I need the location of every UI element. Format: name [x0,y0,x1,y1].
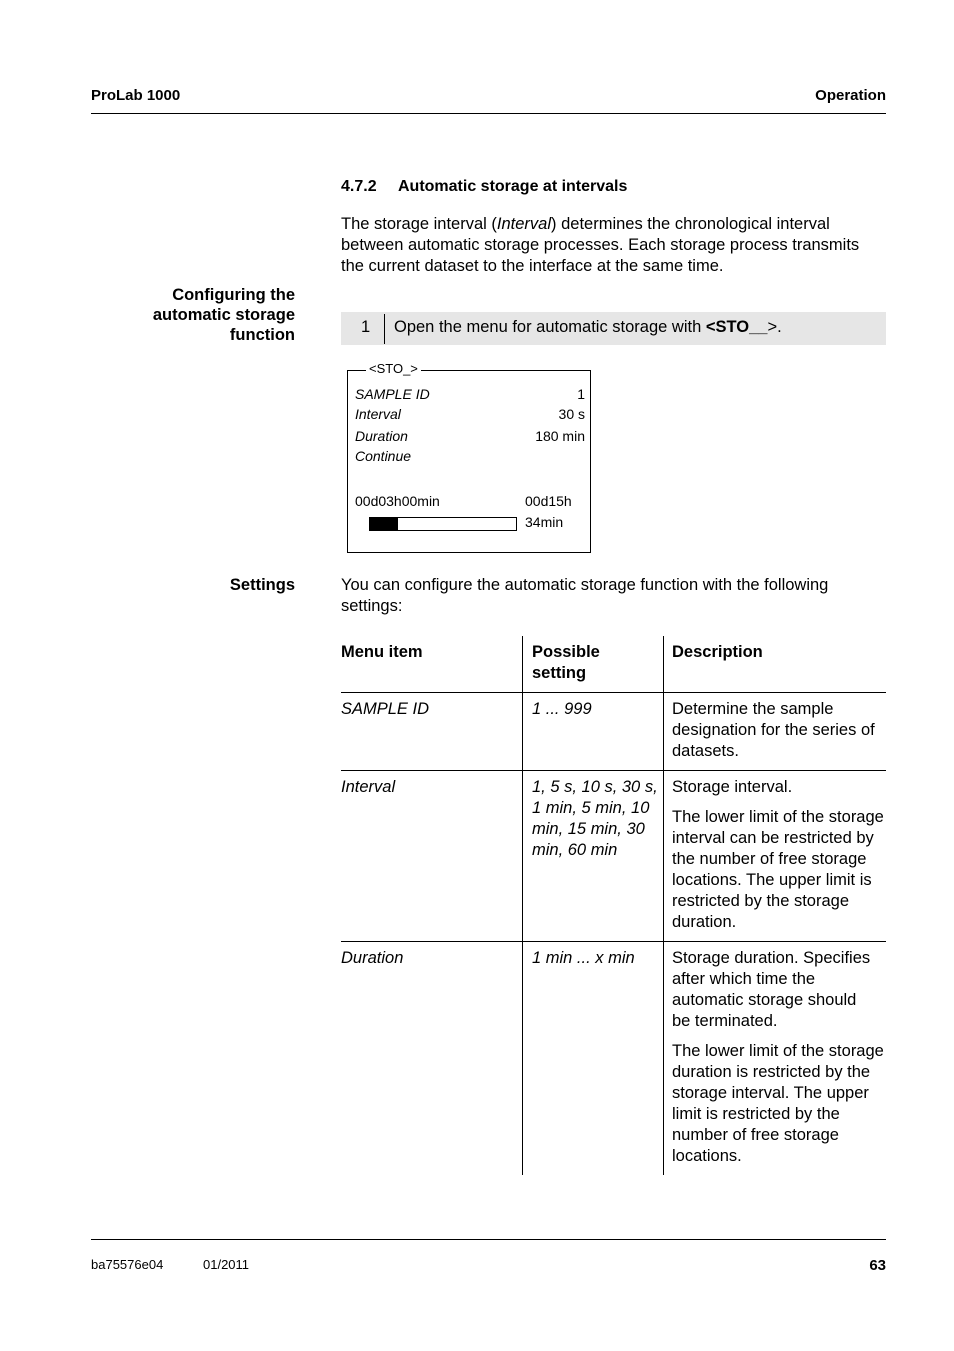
table-cell-item: SAMPLE ID [341,693,523,771]
step-box [341,312,886,345]
step-divider [384,314,385,344]
description-paragraph: The lower limit of the storage duration is restricted by the storage interval. The upper limit is restricted by the number of free storage locations. [672,1042,884,1165]
step-text [394,318,782,337]
meter-display [347,361,591,553]
display-row-label: Interval [355,406,401,422]
sidebar-configuring [75,285,295,345]
display-row-label: Duration [355,428,408,444]
intro-paragraph [341,214,891,277]
settings-table [341,636,886,1175]
display-title: <STO_> [366,361,421,376]
intro-text: the current dataset to the interface at the same time. [341,257,724,275]
table-cell-setting: 1, 5 s, 10 s, 30 s, 1 min, 5 min, 10 min, 15 min, 30 min, 60 min [523,771,664,942]
intro-text: ) determines the chronological interval [551,215,830,233]
progress-bar [369,517,517,531]
elapsed-time: 00d03h00min [355,493,440,509]
sidebar-line: function [229,326,295,344]
header-rule [91,113,886,114]
column-header: Description [664,636,887,693]
header-section: Operation [815,87,886,104]
table-row [341,771,886,942]
table-cell-item: Interval [341,771,523,942]
page-number: 63 [869,1257,886,1274]
table-cell-description [664,942,887,1176]
sidebar-line: Configuring the [172,286,295,304]
table-cell-setting: 1 min ... x min [523,942,664,1176]
display-row [355,448,585,464]
column-header: Menu item [341,636,523,693]
description-paragraph: Storage interval. [672,778,793,796]
settings-intro-text: settings: [341,597,403,615]
display-row-value: 1 [577,386,585,402]
table-cell-description [664,693,887,771]
display-row [355,386,585,402]
column-header: Possible setting [523,636,664,693]
description-paragraph: Storage duration. Specifies after which time the automatic storage should be terminated. [672,949,871,1030]
remaining-time-minutes: 34min [525,514,564,530]
table-row [341,942,886,1176]
step-number: 1 [361,318,371,336]
display-row-value: 180 min [535,428,585,444]
section-heading [341,178,627,196]
settings-intro [341,575,891,617]
table-row [341,693,886,771]
intro-text: between automatic storage processes. Each storage process transmits [341,236,860,254]
step-text-part: >. [767,318,782,336]
step-key: <STO__ [705,318,768,336]
header-title: ProLab 1000 [91,87,181,104]
footer-doc-id: ba75576e04 [91,1257,164,1272]
progress-fill [370,518,398,530]
display-row-label: Continue [355,448,412,464]
description-paragraph: Determine the sample designation for the series of datasets. [672,700,875,760]
display-row [355,406,585,422]
section-number: 4.7.2 [341,178,377,195]
intro-text: The storage interval ( [341,215,497,233]
table-cell-setting: 1 ... 999 [523,693,664,771]
table-cell-description [664,771,887,942]
table-cell-item: Duration [341,949,404,967]
display-row [355,428,585,444]
description-paragraph: The lower limit of the storage interval can be restricted by the number of free storage locations. The upper limit is restricted by the storage duration. [672,808,884,931]
sidebar-line: automatic storage [152,306,295,324]
footer-date: 01/2011 [203,1257,250,1272]
step-text-part: Open the menu for automatic storage with [394,318,706,336]
intro-italic-term: Interval [496,215,552,233]
remaining-time-days: 00d15h [525,493,572,509]
footer-rule [91,1239,886,1240]
sidebar-settings: Settings [229,576,295,594]
display-row-label: SAMPLE ID [355,386,430,402]
display-row-value: 30 s [558,406,585,422]
section-title: Automatic storage at intervals [398,178,628,195]
settings-intro-text: You can configure the automatic storage function with the following [341,576,829,594]
table-header-row [341,636,886,693]
